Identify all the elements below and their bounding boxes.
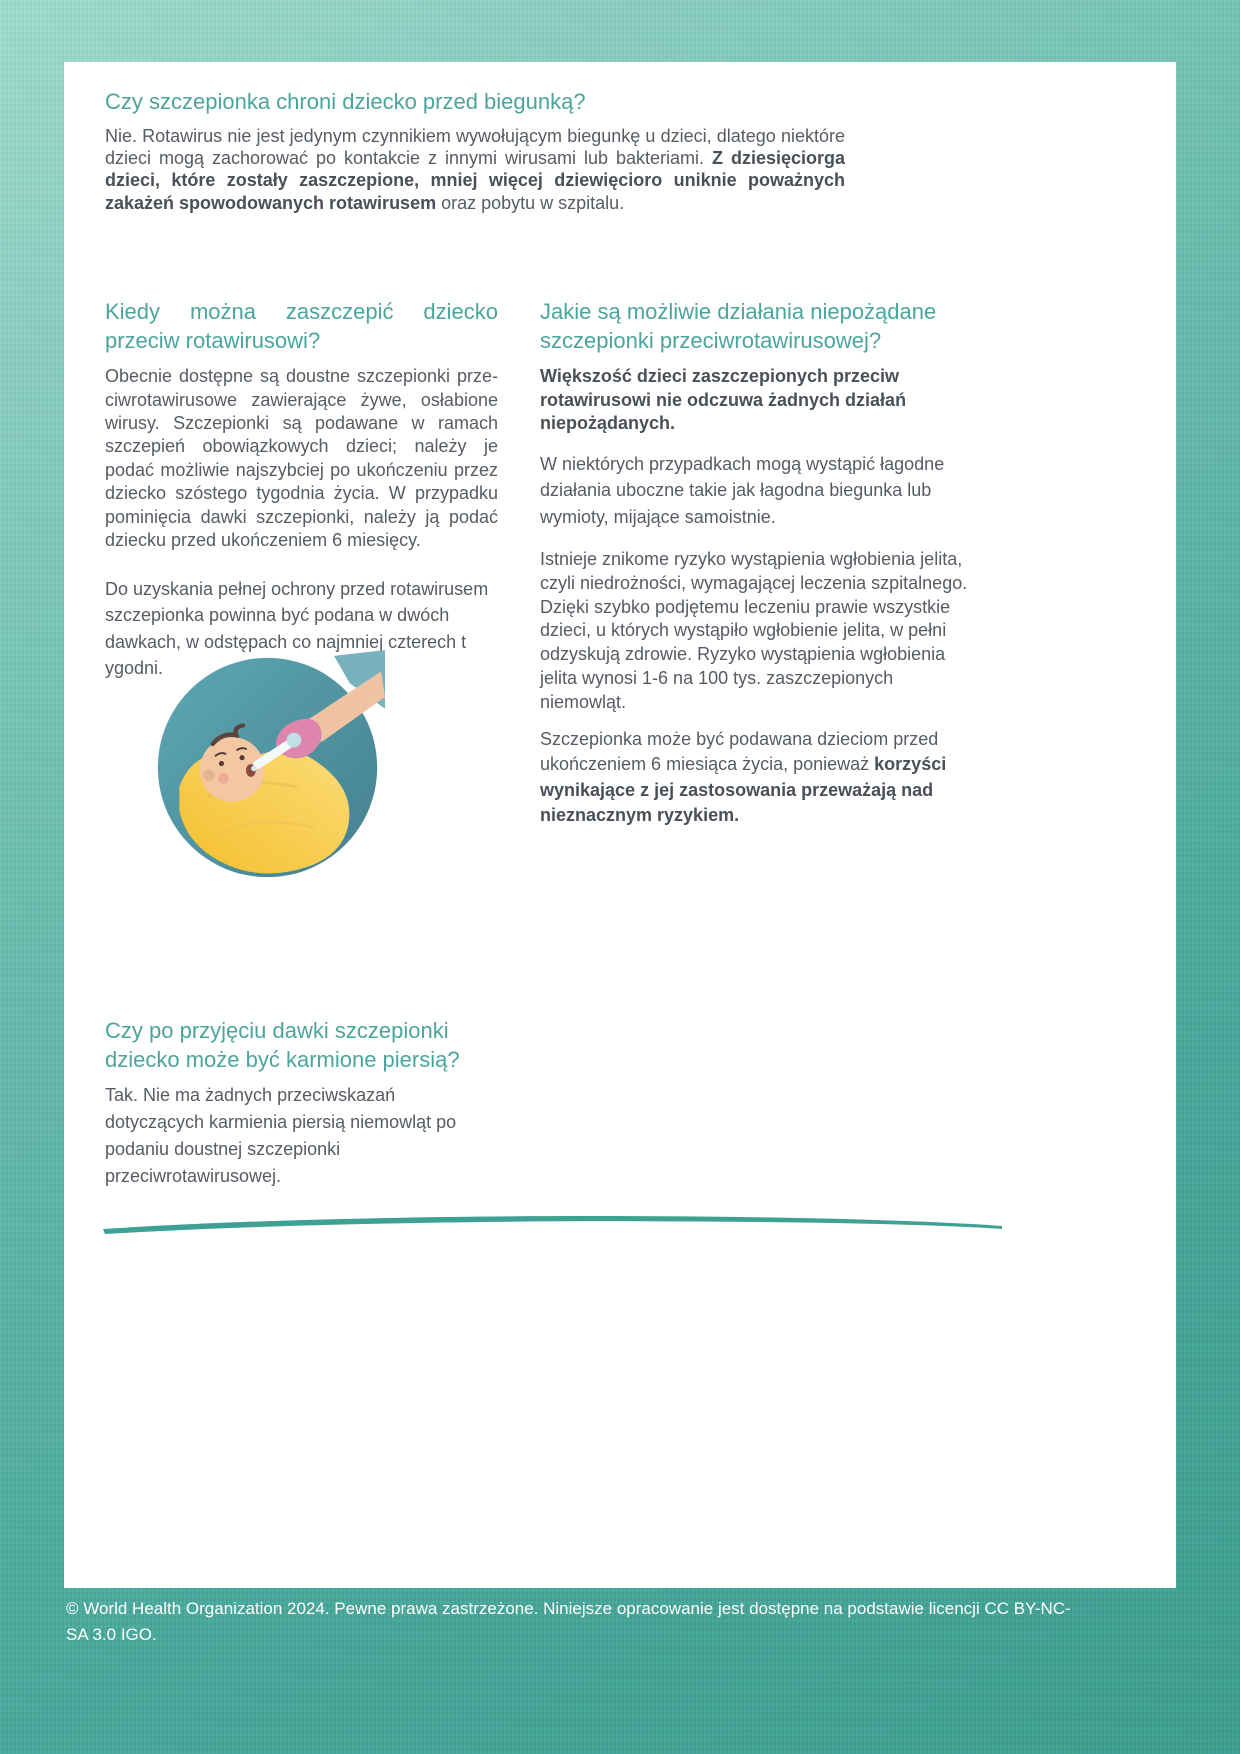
side-effects-text-bold: korzyści wynikające z jej zastosowania przeważają nad nieznacznym ryzykiem.	[540, 754, 947, 825]
diarrhea-text-normal-2: oraz pobytu w szpitalu.	[436, 192, 625, 213]
copyright-notice: © World Health Organization 2024. Pewne prawa zastrzeżone. Niniejsze opracowanie jest dostępne na podstawie licencji CC BY-NC-SA 3.0 IGO.	[66, 1599, 1071, 1645]
section-diarrhea-heading: Czy szczepionka chroni dziecko przed biegunką?	[105, 89, 586, 114]
side-effects-paragraph-4	[540, 727, 968, 828]
baby-oral-vaccine-illustration	[150, 650, 385, 885]
section-side-effects-heading: Jakie są możliwie działania niepożądane szczepionki przeciwrotawirusowej?	[540, 299, 937, 353]
section-breastfeeding-heading: Czy po przyjęciu dawki szczepionki dziecko może być karmione piersią?	[105, 1018, 460, 1072]
section-diarrhea	[105, 88, 845, 214]
section-side-effects	[540, 298, 968, 828]
side-effects-paragraph-2: W niektórych przypadkach mogą wystąpić łagodne działania uboczne takie jak łagodna biegunka lub wymioty, mijające samoistnie.	[540, 454, 945, 527]
page-card	[64, 62, 1176, 1588]
section-diarrhea-paragraph	[105, 125, 845, 214]
side-effects-paragraph-bold: Większość dzieci zaszczepionych przeciw rotawirusowi nie odczuwa żadnych działań niepożądanych.	[540, 366, 907, 433]
section-breastfeeding-paragraph: Tak. Nie ma żadnych przeciwskazań dotyczących karmienia piersią niemowląt po podaniu doustnej szczepionki przeciwrotawirusowej.	[105, 1085, 457, 1187]
section-when-paragraph-2: Do uzyskania pełnej ochrony przed rotawirusem szczepionka powinna być podana w dwóch dawkach, w odstępach co najmniej czterech t ygodni.	[105, 579, 489, 678]
side-effects-text-normal: Szczepionka może być podawana dzieciom przed ukończeniem 6 miesiąca życia, ponieważ	[540, 729, 939, 775]
section-when	[105, 298, 498, 681]
side-effects-paragraph-3: Istnieje znikome ryzyko wystąpienia wgłobienia jelita, czyli niedrożności, wymagającej leczenia szpitalnego. Dzięki szybko podjętemu leczeniu prawie wszystkie dzieci, u których wystąpiło wgłobienie jelita, w pełni odzyskują zdrowie. Ryzyko wystąpienia wgłobienia jelita wynosi 1-6 na 100 tys. zaszczepionych niemowląt.	[540, 548, 968, 713]
brush-stroke-divider	[100, 1212, 1005, 1236]
diarrhea-text-normal-1: Nie. Rotawirus nie jest jedynym czynnikiem wywołującym biegunkę u dzieci, dlatego niektóre dzieci mogą zachorować po kontakcie z innymi wirusami lub bakteriami.	[105, 125, 845, 168]
section-breastfeeding	[105, 1017, 499, 1190]
section-when-paragraph-1: Obecnie dostępne są doustne szczepionki prze-ciwrotawirusowe zawierające żywe, osłabione wirusy. Szczepionki są podawane w ramach szczepień obowiązkowych dzieci; należy je podać możliwie najszybciej po ukończeniu przez dziecko szóstego tygodnia życia. W przypadku pominięcia dawki szczepionki, należy ją podać dziecku przed ukończeniem 6 miesięcy.	[105, 366, 498, 550]
diarrhea-text-bold: Z dziesięciorga dzieci, które zostały zaszczepione, mniej więcej dziewięcioro uniknie poważnych zakażeń spowodowanych rotawirusem	[105, 147, 846, 213]
section-when-heading: Kiedy można zaszczepić dziecko przeciw rotawirusowi?	[105, 299, 498, 353]
